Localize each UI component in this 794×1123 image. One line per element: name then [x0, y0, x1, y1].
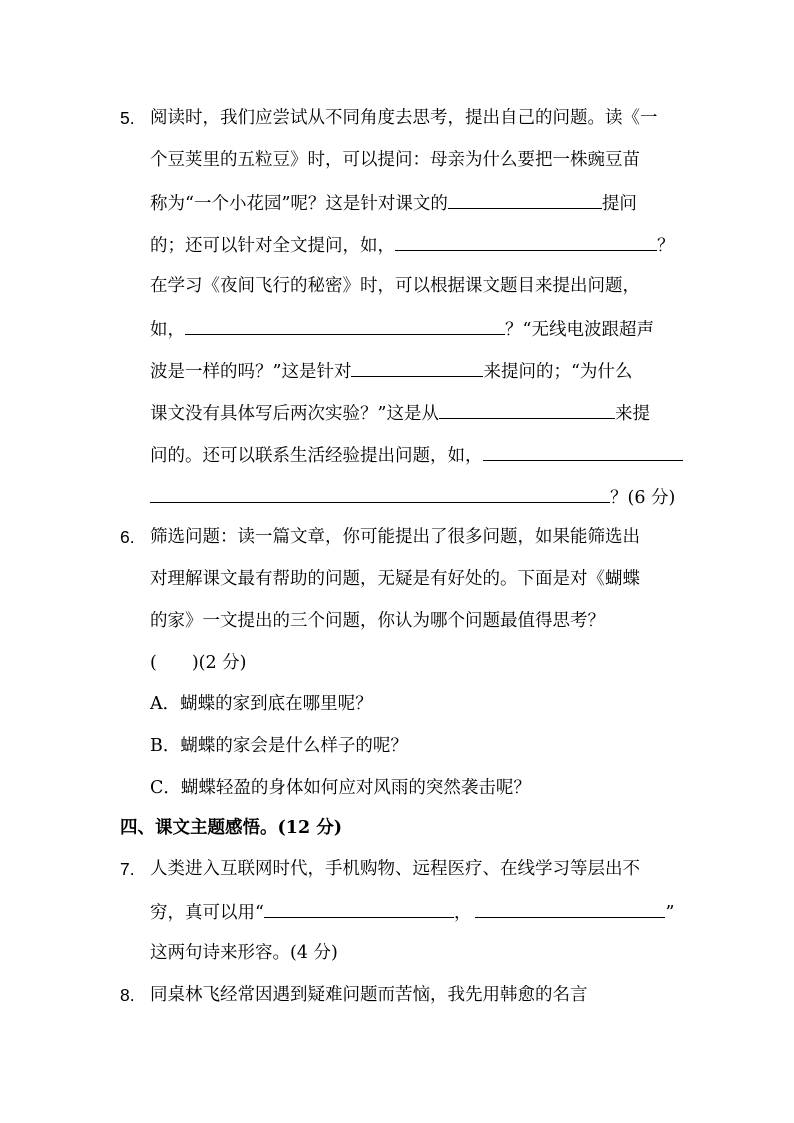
q5-line-5: 在学习《夜间飞行的秘密》时，可以根据课文题目来提出问题，: [150, 276, 640, 296]
answer-blank[interactable]: [448, 190, 602, 209]
answer-blank[interactable]: [264, 899, 454, 918]
q5-line-6-tail: ？“无线电波跟超声: [505, 320, 654, 340]
q7-close-quote: ”: [665, 903, 675, 923]
question-8-number: 8.: [120, 985, 135, 1005]
q5-line-2: 个豆荚里的五粒豆》时，可以提问：母亲为什么要把一株豌豆苗: [150, 150, 640, 170]
q7-line-1: 人类进入互联网时代，手机购物、远程医疗、在线学习等层出不: [150, 859, 640, 879]
q5-line-8-tail: 来提: [614, 404, 650, 424]
q5-line-7-text: 波是一样的吗？”这是针对: [150, 362, 352, 382]
q5-line-6: [150, 316, 654, 342]
q6-line-2: 对理解课文最有帮助的问题，无疑是有好处的。下面是对《蝴蝶: [150, 569, 640, 589]
option-b: B．蝴蝶的家会是什么样子的呢？: [150, 736, 408, 756]
option-c: C．蝴蝶轻盈的身体如何应对风雨的突然袭击呢？: [150, 778, 531, 798]
q5-line-3: [150, 190, 637, 216]
section-heading: 四、课文主题感悟。(12 分): [120, 818, 343, 838]
q5-line-4-tail: ？: [657, 236, 675, 256]
q5-line-4: [150, 232, 675, 258]
q5-line-3-tail: 提问: [601, 194, 637, 214]
q5-line-3-text: 称为“一个小花园”呢？这是针对课文的: [150, 194, 448, 214]
q5-line-10: [150, 484, 675, 510]
q5-line-9: [150, 442, 683, 468]
q6-line-3: 的家》一文提出的三个问题，你认为哪个问题最值得思考？: [150, 611, 605, 631]
question-7-number: 7.: [120, 859, 135, 879]
question-6-number: 6.: [120, 527, 135, 547]
q5-line-1: 阅读时，我们应尝试从不同角度去思考，提出自己的问题。读《一: [150, 108, 658, 128]
answer-blank[interactable]: [185, 316, 505, 335]
q8-line-1: 同桌林飞经常因遇到疑难问题而苦恼，我先用韩愈的名言: [150, 985, 588, 1005]
question-5-number: 5.: [120, 108, 135, 128]
q5-line-6-text: 如，: [150, 320, 185, 340]
q7-line-2-text: 穷，真可以用“: [150, 903, 264, 923]
q7-comma: ，: [453, 903, 472, 923]
q6-line-1: 筛选问题：读一篇文章，你可能提出了很多问题，如果能筛选出: [150, 527, 640, 547]
q7-line-3: 这两句诗来形容。(4 分): [150, 943, 338, 963]
q7-line-2: [150, 899, 674, 925]
q5-line-8-text: 课文没有具体写后两次实验？”这是从: [150, 404, 439, 424]
q5-line-7-tail: 来提问的；“为什么: [483, 362, 633, 382]
q5-line-7: [150, 358, 632, 384]
q5-line-8: [150, 400, 650, 426]
answer-blank[interactable]: [483, 442, 683, 461]
answer-blank[interactable]: [351, 358, 483, 377]
answer-blank[interactable]: [150, 484, 610, 503]
q5-line-9-text: 问的。还可以联系生活经验提出问题，如，: [150, 446, 483, 466]
q5-line-4-text: 的；还可以针对全文提问，如，: [150, 236, 395, 256]
answer-blank[interactable]: [439, 400, 615, 419]
answer-blank[interactable]: [395, 232, 657, 251]
option-a: A．蝴蝶的家到底在哪里呢？: [150, 694, 373, 714]
answer-blank[interactable]: [475, 899, 665, 918]
q6-answer-bracket[interactable]: ( )(2 分): [150, 653, 247, 673]
q5-line-10-tail: ？(6 分): [610, 488, 676, 508]
